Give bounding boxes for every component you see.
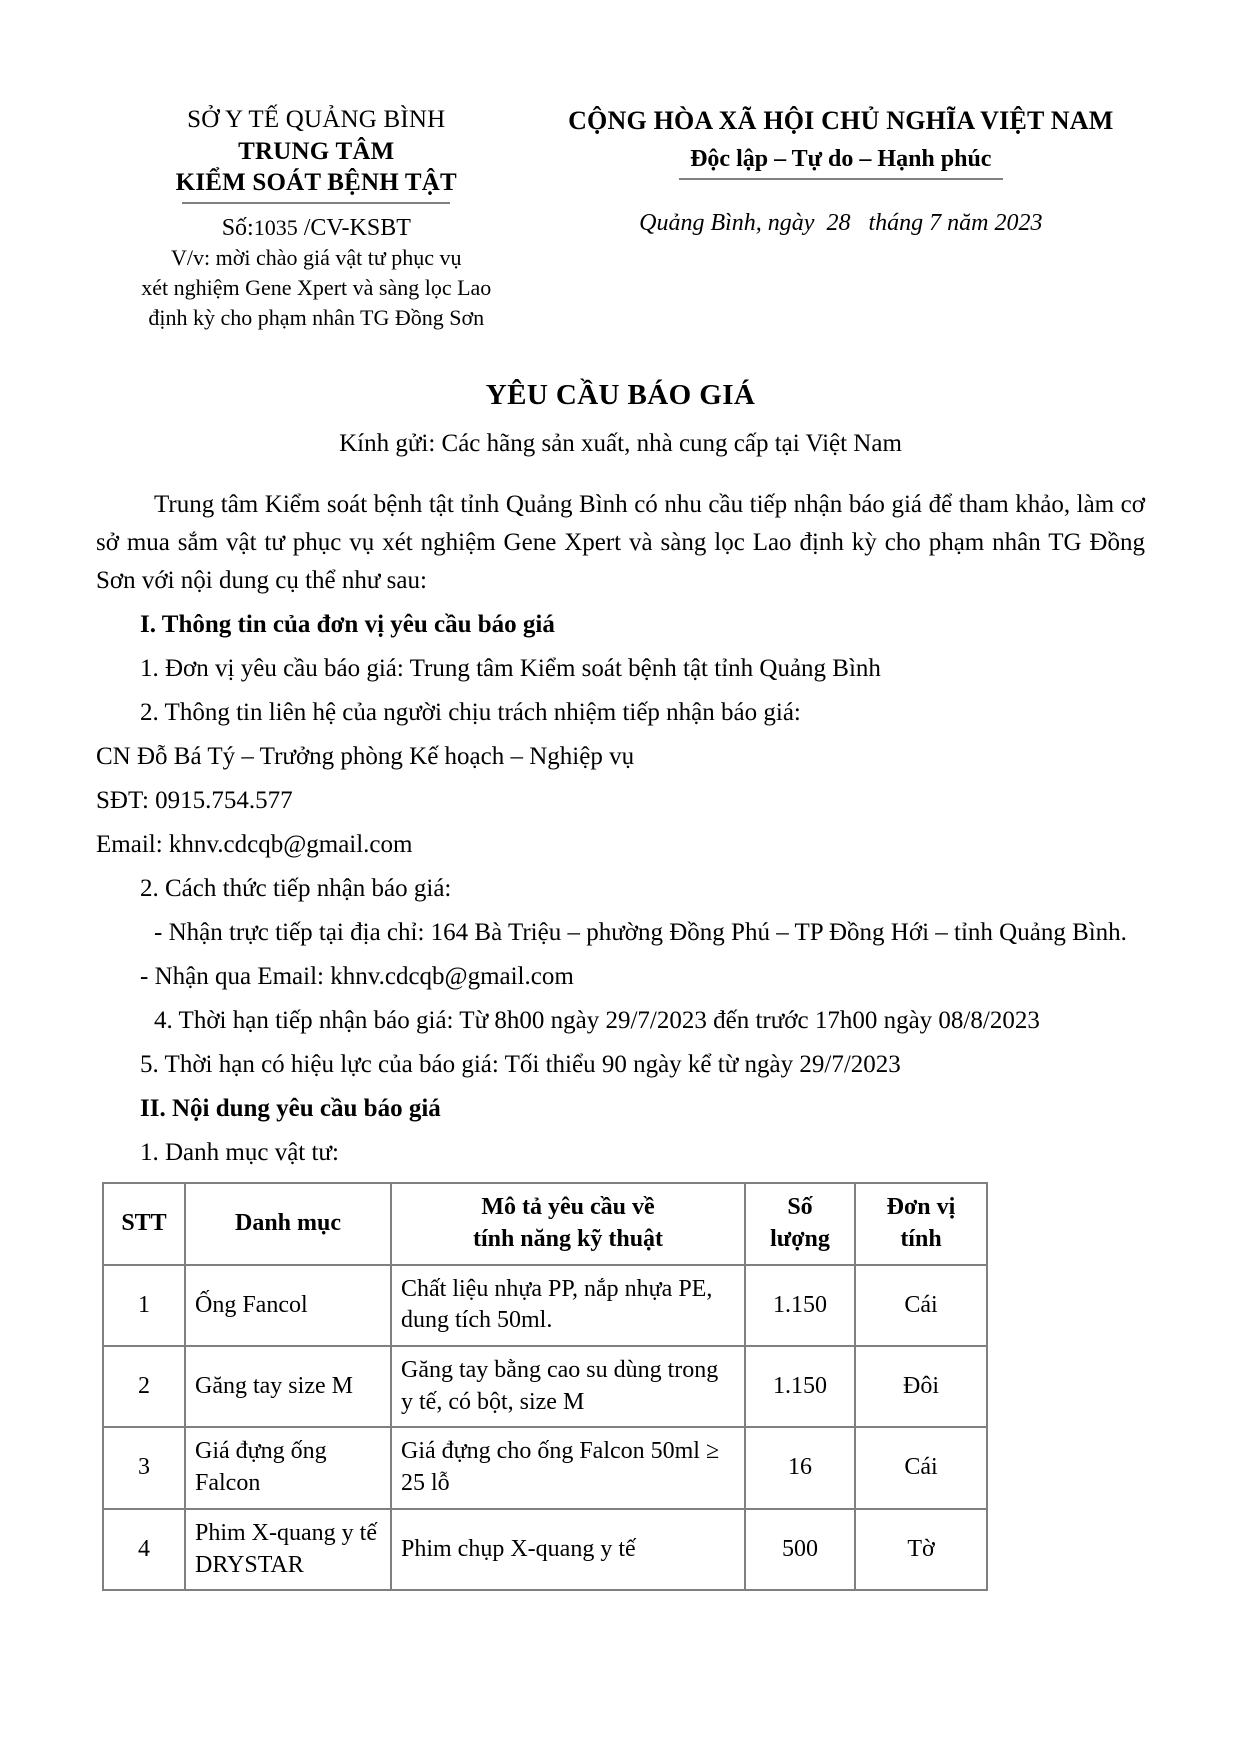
table-row: [103, 1265, 987, 1346]
cell-description: Giá đựng cho ống Falcon 50ml ≥ 25 lỗ: [391, 1427, 745, 1508]
contact-person-name: CN Đỗ Bá Tý – Trưởng phòng Kế hoạch – Nghiệp vụ: [96, 743, 635, 771]
column-header-stt: STT: [103, 1183, 185, 1264]
cell-unit: Đôi: [855, 1346, 987, 1427]
contact-phone: SĐT: 0915.754.577: [96, 787, 293, 815]
addressee-line: Kính gửi: Các hãng sản xuất, nhà cung cấp tại Việt Nam: [339, 430, 902, 458]
cell-quantity: 1.150: [745, 1346, 855, 1427]
cell-unit: Cái: [855, 1427, 987, 1508]
column-header-quantity: [745, 1183, 855, 1264]
cell-name: Giá đựng ống Falcon: [185, 1427, 391, 1508]
cell-name: Ống Fancol: [185, 1265, 391, 1346]
cell-name: Phim X-quang y tế DRYSTAR: [185, 1509, 391, 1590]
cell-unit: Tờ: [855, 1509, 987, 1590]
organization-name-line1: TRUNG TÂM: [238, 137, 395, 165]
submission-method-address: - Nhận trực tiếp tại địa chỉ: 164 Bà Triệu – phường Đồng Phú – TP Đồng Hới – tỉnh Quảng Bình.: [154, 919, 1127, 947]
organization-name-line2: KIỂM SOÁT BỆNH TẬT: [175, 169, 457, 196]
cell-description: Phim chụp X-quang y tế: [391, 1509, 745, 1590]
subject-line-3: định kỳ cho phạm nhân TG Đồng Sơn: [148, 304, 485, 330]
section-heading-2: II. Nội dung yêu cầu báo giá: [140, 1095, 441, 1123]
national-motto: Độc lập – Tự do – Hạnh phúc: [690, 145, 992, 172]
subject-line-1: V/v: mời chào giá vật tư phục vụ: [171, 245, 462, 271]
material-list-table-wrapper: [96, 1182, 1145, 1591]
document-number-suffix: /CV-KSBT: [303, 214, 411, 241]
column-header-description-line1: Mô tả yêu cầu về: [481, 1194, 655, 1221]
column-header-name: Danh mục: [185, 1183, 391, 1264]
national-heading-block: [537, 96, 1145, 237]
title-block: [96, 379, 1145, 458]
document-number-label: Số:: [221, 214, 254, 241]
motto-underline-rule: [679, 178, 1003, 180]
intro-paragraph: Trung tâm Kiểm soát bệnh tật tỉnh Quảng Bình có nhu cầu tiếp nhận báo giá để tham khảo, làm cơ sở mua sắm vật tư phục vụ xét nghiệm Gene Xpert và sàng lọc Lao định kỳ cho phạm nhân TG Đồng Sơn với nội dung cụ thể như sau:: [96, 491, 1145, 595]
document-number-value: 1035: [253, 214, 298, 240]
column-header-description-line2: tính năng kỹ thuật: [472, 1226, 664, 1253]
cell-quantity: 500: [745, 1509, 855, 1590]
organization-underline-rule: [182, 202, 450, 204]
national-title: CỘNG HÒA XÃ HỘI CHỦ NGHĨA VIỆT NAM: [568, 106, 1114, 135]
document-number-line: [96, 214, 537, 243]
column-header-unit-line2: tính: [900, 1226, 942, 1253]
cell-description: Chất liệu nhựa PP, nắp nhựa PE, dung tích 50ml.: [391, 1265, 745, 1346]
column-header-unit-line1: Đơn vị: [886, 1194, 956, 1221]
cell-description: Găng tay bằng cao su dùng trong y tế, có bột, size M: [391, 1346, 745, 1427]
column-header-unit: [855, 1183, 987, 1264]
column-header-quantity-line2: lượng: [770, 1226, 830, 1253]
table-row: [103, 1346, 987, 1427]
column-header-description: [391, 1183, 745, 1264]
document-body: [96, 486, 1145, 1172]
cell-unit: Cái: [855, 1265, 987, 1346]
cell-stt: 2: [103, 1346, 185, 1427]
cell-quantity: 16: [745, 1427, 855, 1508]
cell-name: Găng tay size M: [185, 1346, 391, 1427]
table-header-row: [103, 1183, 987, 1264]
material-list-table: [102, 1182, 988, 1591]
table-row: [103, 1427, 987, 1508]
cell-stt: 1: [103, 1265, 185, 1346]
table-row: [103, 1509, 987, 1590]
page-title: YÊU CẦU BÁO GIÁ: [485, 379, 756, 412]
body-item-4: 4. Thời hạn tiếp nhận báo giá: Từ 8h00 ngày 29/7/2023 đến trước 17h00 ngày 08/8/2023: [154, 1007, 1040, 1035]
subject-line-2: xét nghiệm Gene Xpert và sàng lọc Lao: [141, 275, 492, 301]
submission-method-email: - Nhận qua Email: khnv.cdcqb@gmail.com: [140, 963, 574, 991]
body-item-2b: 2. Cách thức tiếp nhận báo giá:: [140, 875, 452, 903]
material-list-label: 1. Danh mục vật tư:: [140, 1139, 339, 1167]
section-heading-1: I. Thông tin của đơn vị yêu cầu báo giá: [140, 611, 555, 639]
cell-stt: 3: [103, 1427, 185, 1508]
issuing-authority-block: [96, 96, 537, 331]
body-item-5: 5. Thời hạn có hiệu lực của báo giá: Tối thiểu 90 ngày kể từ ngày 29/7/2023: [140, 1051, 901, 1079]
body-item-2: 2. Thông tin liên hệ của người chịu trách nhiệm tiếp nhận báo giá:: [140, 699, 801, 727]
body-item-1: 1. Đơn vị yêu cầu báo giá: Trung tâm Kiểm soát bệnh tật tỉnh Quảng Bình: [140, 655, 881, 683]
parent-department-name: SỞ Y TẾ QUẢNG BÌNH: [187, 106, 446, 133]
cell-quantity: 1.150: [745, 1265, 855, 1346]
place-and-date: Quảng Bình, ngày 28 tháng 7 năm 2023: [639, 209, 1043, 236]
document-header: [96, 96, 1145, 331]
column-header-quantity-line1: Số: [787, 1194, 813, 1221]
cell-stt: 4: [103, 1509, 185, 1590]
table-body: [103, 1265, 987, 1590]
table-header: [103, 1183, 987, 1264]
contact-email: Email: khnv.cdcqb@gmail.com: [96, 831, 413, 859]
